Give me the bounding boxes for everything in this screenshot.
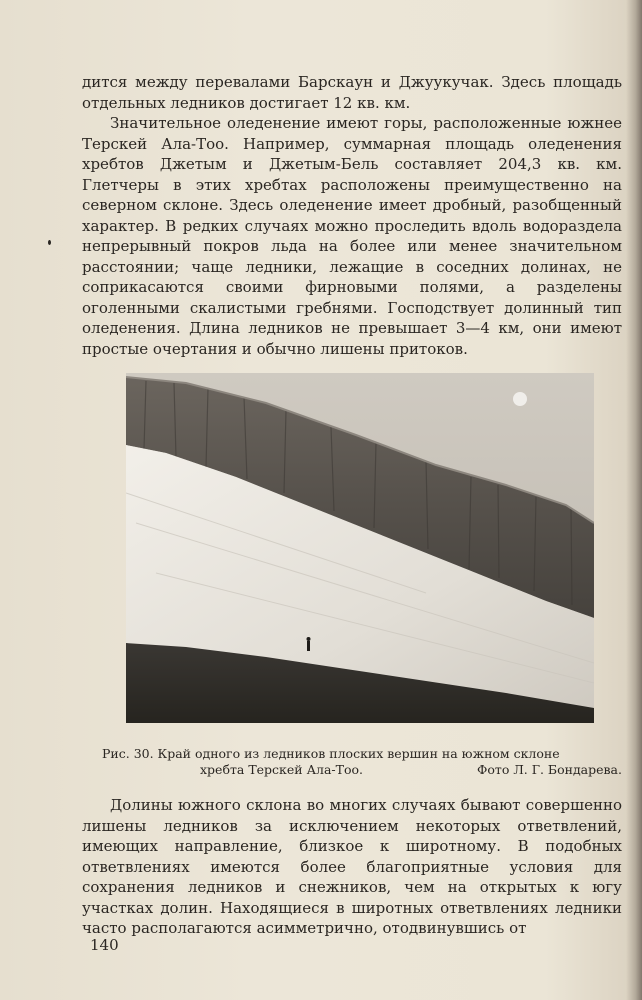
paragraph: Долины южного склона во многих случаях бывают совершенно лишены ледников за исключением некоторых ответвлений, имеющих направление, близкое к широтному. В подобных ответвлениях имеются более благоприятные условия для сохранения ледников и снежников, чем на открытых к югу участках долин. Находящиеся в широтных ответвлениях ледники часто располагаются асимметрично, отодвинувшись от — [82, 796, 622, 937]
top-text — [82, 72, 622, 359]
caption-line — [102, 762, 622, 778]
paragraph: Значительное оледенение имеют горы, расположенные южнее Терскей Ала-Тоо. Например, суммарная площадь оледенения хребтов Джетым и Джетым-Бель составляет 204,3 кв. км. Глетчеры в этих хребтах расположены преимущественно на северном склоне. Здесь оледенение имеет дробный, разобщенный характер. В редких случаях можно проследить вдоль водораздела непрерывный покров льда на более или менее значительном расстоянии; чаще ледники, лежащие в соседних долинах, не соприкасаются своими фирновыми полями, а разделены оголенными скалистыми гребнями. Господствует долинный тип оледенения. Длина ледников не превышает 3—4 км, они имеют простые очертания и обычно лишены притоков. — [82, 114, 622, 358]
caption-line: Рис. 30. Край одного из ледников плоских вершин на южном склоне — [102, 746, 560, 761]
glacier-photo — [126, 373, 594, 723]
photo-credit: Фото Л. Г. Бондарева. — [477, 762, 622, 777]
figure-caption — [102, 746, 622, 778]
bottom-text — [82, 795, 622, 939]
book-spine-shadow — [626, 0, 642, 1000]
print-speck — [48, 240, 51, 245]
page-number: 140 — [90, 936, 119, 954]
caption-title: хребта Терскей Ала-Тоо. — [200, 762, 364, 777]
paragraph: дится между перевалами Барскаун и Джуукучак. Здесь площадь отдельных ледников достигает 12 кв. км. — [82, 73, 622, 112]
